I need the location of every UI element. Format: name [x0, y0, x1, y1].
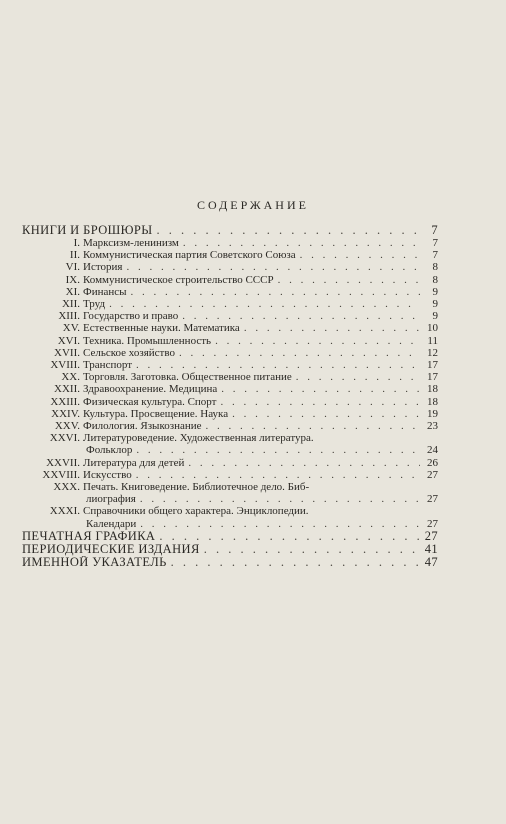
section-title-continued: Фольклор [86, 444, 133, 457]
section-title: Марксизм-ленинизм [83, 237, 179, 249]
section-number: XXIV. [51, 407, 80, 420]
toc-entry[interactable] [22, 383, 438, 395]
contents-heading: СОДЕРЖАНИЕ [197, 198, 309, 212]
section-number: XXVI. [49, 432, 80, 445]
page-number: 7 [432, 249, 438, 262]
section-number: II. [69, 249, 80, 262]
toc-part[interactable] [22, 224, 438, 237]
section-number: XV. [62, 322, 80, 335]
dot-leader [221, 383, 420, 395]
toc-entry[interactable] [22, 396, 438, 408]
toc-entry[interactable] [22, 505, 438, 517]
page-number: 17 [427, 359, 438, 372]
section-number: XVIII. [50, 359, 80, 372]
toc-part[interactable] [22, 543, 438, 556]
part-title: ПЕЧАТНАЯ ГРАФИКА [22, 529, 156, 543]
section-title: Печать. Книговедение. Библиотечное дело. Биб- [83, 481, 310, 494]
section-number: XXII. [54, 383, 80, 396]
toc-entry[interactable] [22, 420, 438, 432]
toc-entry[interactable] [22, 310, 438, 322]
page-number: 11 [427, 334, 438, 347]
dot-leader [188, 457, 420, 469]
dot-leader [140, 493, 420, 505]
section-title: Техника. Промышленность [83, 334, 212, 347]
toc-entry[interactable] [22, 286, 438, 298]
section-number: XVI. [57, 334, 80, 347]
page-number: 18 [427, 383, 438, 396]
section-title: Коммунистическое строительство СССР [83, 273, 274, 286]
page-number: 8 [432, 273, 438, 286]
dot-leader [244, 322, 420, 334]
toc-entry[interactable] [22, 432, 438, 444]
page-number: 27 [427, 468, 438, 481]
page-number: 26 [427, 456, 438, 469]
dot-leader [182, 310, 420, 322]
page-number: 24 [427, 444, 438, 457]
page-number: 41 [424, 542, 438, 556]
section-title: Литература для детей [83, 456, 185, 469]
dot-leader [300, 249, 420, 261]
section-title: Труд [83, 298, 106, 311]
toc-entry[interactable] [22, 237, 438, 249]
dot-leader [126, 261, 420, 273]
toc-entry[interactable] [22, 408, 438, 420]
section-title: Искусство [83, 468, 132, 481]
dot-leader [204, 543, 420, 556]
page-number: 7 [431, 224, 438, 237]
toc-entry[interactable] [22, 322, 438, 334]
section-number: XXXI. [49, 505, 80, 518]
toc-entry-continuation[interactable] [22, 493, 438, 505]
section-title: Государство и право [83, 310, 179, 323]
toc-entry[interactable] [22, 347, 438, 359]
page-number: 9 [432, 310, 438, 323]
dot-leader [296, 371, 420, 383]
part-title: ПЕРИОДИЧЕСКИЕ ИЗДАНИЯ [22, 542, 200, 556]
section-title: Естественные науки. Математика [83, 322, 240, 335]
page-number: 7 [432, 237, 438, 249]
dot-leader [157, 224, 420, 237]
section-number: XI. [65, 285, 80, 298]
section-number: XXVII. [46, 456, 80, 469]
page-number: 9 [432, 285, 438, 298]
page-number: 27 [427, 517, 438, 530]
section-number: XII. [61, 298, 80, 311]
section-title-continued: Календари [86, 517, 137, 530]
section-title: Литературоведение. Художественная литература. [83, 432, 314, 445]
dot-leader [179, 347, 420, 359]
part-title: КНИГИ И БРОШЮРЫ [22, 224, 153, 237]
table-of-contents [22, 224, 438, 569]
section-number: XXIII. [50, 395, 80, 408]
toc-entry-continuation[interactable] [22, 518, 438, 530]
dot-leader [109, 298, 420, 310]
section-number: XXVIII. [42, 468, 80, 481]
section-title: Финансы [83, 285, 127, 298]
toc-entry[interactable] [22, 481, 438, 493]
section-title: Филология. Языкознание [83, 420, 202, 433]
toc-entry[interactable] [22, 359, 438, 371]
page-number: 17 [427, 371, 438, 384]
section-title-continued: лиография [86, 493, 136, 506]
dot-leader [140, 518, 420, 530]
section-number: XVII. [54, 346, 80, 359]
toc-entry[interactable] [22, 469, 438, 481]
section-title: Здравоохранение. Медицина [83, 383, 218, 396]
toc-entry[interactable] [22, 274, 438, 286]
toc-entry[interactable] [22, 371, 438, 383]
section-number: XXX. [53, 481, 80, 494]
section-title: Транспорт [83, 359, 133, 372]
toc-entry[interactable] [22, 335, 438, 347]
section-number: XIII. [58, 310, 80, 323]
section-number: XXV. [54, 420, 80, 433]
section-number: VI. [65, 261, 80, 274]
page-number: 23 [427, 420, 438, 433]
toc-entry[interactable] [22, 261, 438, 273]
section-number: XX. [61, 371, 80, 384]
page-number: 47 [424, 555, 438, 569]
dot-leader [206, 420, 421, 432]
section-number: I. [73, 237, 80, 249]
page-number: 10 [427, 322, 438, 335]
page-number: 27 [427, 493, 438, 506]
toc-entry-continuation[interactable] [22, 444, 438, 456]
part-title: ИМЕННОЙ УКАЗАТЕЛЬ [22, 555, 167, 569]
section-title: Торговля. Заготовка. Общественное питание [83, 371, 292, 384]
dot-leader [278, 274, 420, 286]
page-number: 9 [432, 298, 438, 311]
section-title: Сельское хозяйство [83, 346, 175, 359]
section-title: Культура. Просвещение. Наука [83, 407, 229, 420]
section-title: Коммунистическая партия Советского Союза [83, 249, 296, 262]
dot-leader [183, 237, 420, 249]
dot-leader [136, 359, 420, 371]
toc-part[interactable] [22, 530, 438, 543]
section-title: Справочники общего характера. Энциклопедии. [83, 505, 309, 518]
dot-leader [171, 556, 420, 569]
toc-entry[interactable] [22, 457, 438, 469]
dot-leader [215, 335, 420, 347]
dot-leader [220, 396, 420, 408]
toc-entry[interactable] [22, 249, 438, 261]
page-number: 19 [427, 407, 438, 420]
page-number: 27 [424, 529, 438, 543]
dot-leader [136, 444, 420, 456]
page-number: 8 [432, 261, 438, 274]
page-number: 18 [427, 395, 438, 408]
section-title: Физическая культура. Спорт [83, 395, 217, 408]
page-number: 12 [427, 346, 438, 359]
section-number: IX. [65, 273, 80, 286]
dot-leader [131, 286, 420, 298]
dot-leader [136, 469, 420, 481]
dot-leader [232, 408, 420, 420]
toc-entry[interactable] [22, 298, 438, 310]
toc-part[interactable] [22, 556, 438, 569]
dot-leader [159, 530, 420, 543]
section-title: История [83, 261, 123, 274]
